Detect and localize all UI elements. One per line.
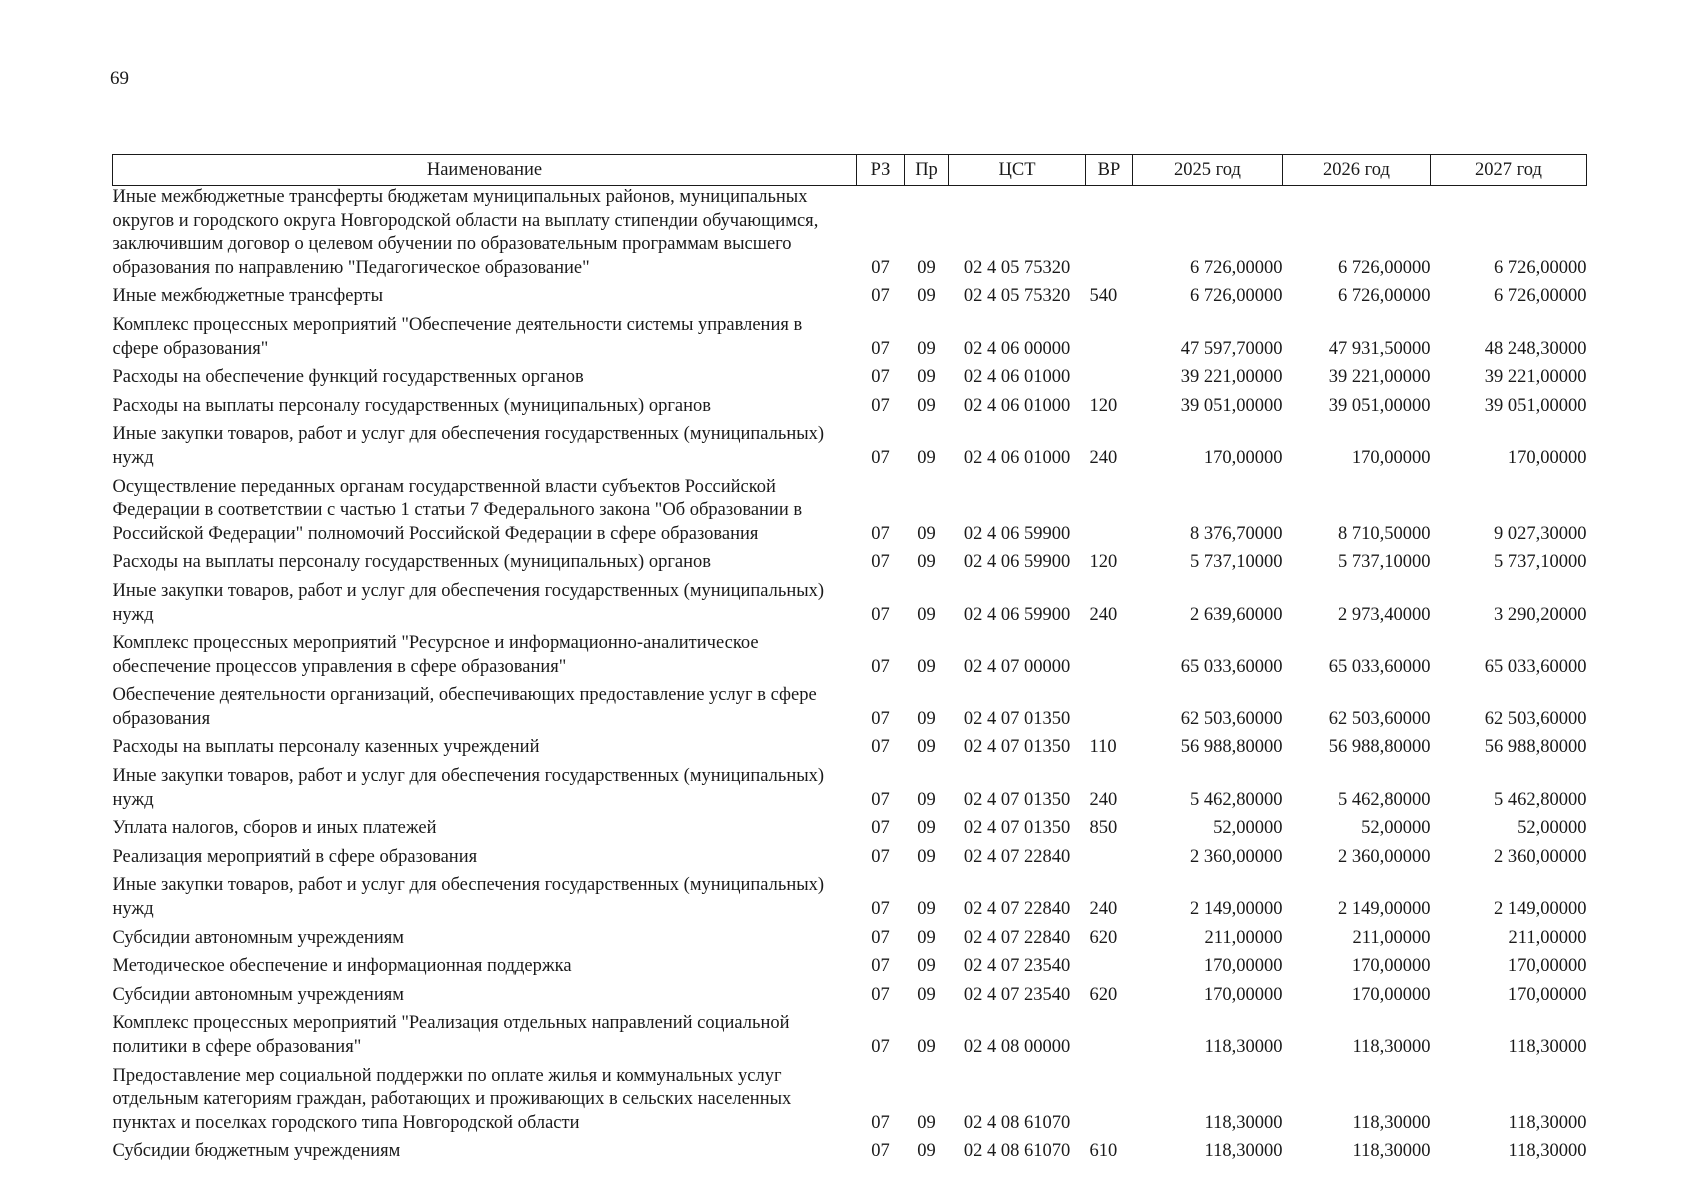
row-value-2026: 211,00000 bbox=[1352, 927, 1431, 948]
row-value-2026: 118,30000 bbox=[1352, 1112, 1431, 1133]
row-name: Осуществление переданных органам государственной власти субъектов Российской Федерации в соответствии с частью 1 статьи 7 Федерального закона "Об образовании в Российской Федерации" полномочий Российской Федерации в сфере образования bbox=[112, 476, 803, 544]
table-row bbox=[113, 736, 1587, 765]
row-pr: 09 bbox=[917, 367, 936, 388]
row-value-2025: 118,30000 bbox=[1204, 1141, 1283, 1162]
table-row bbox=[113, 1140, 1587, 1169]
row-name: Обеспечение деятельности организаций, обеспечивающих предоставление услуг в сфере образования bbox=[112, 685, 817, 729]
row-pr: 09 bbox=[917, 927, 936, 948]
row-name: Комплекс процессных мероприятий "Ресурсное и информационно-аналитическое обеспечение процессов управления в сфере образования" bbox=[112, 633, 759, 677]
row-pr: 09 bbox=[917, 447, 936, 468]
row-rz: 07 bbox=[871, 1037, 890, 1057]
row-pr: 09 bbox=[917, 257, 936, 278]
row-value-2025: 39 221,00000 bbox=[1180, 367, 1283, 388]
row-cst: 02 4 06 01000 bbox=[963, 367, 1071, 388]
row-pr: 09 bbox=[917, 984, 936, 1005]
table-row bbox=[113, 366, 1587, 395]
table-row bbox=[113, 314, 1587, 366]
row-rz: 07 bbox=[871, 789, 890, 810]
row-pr: 09 bbox=[917, 1037, 936, 1057]
row-value-2026: 6 726,00000 bbox=[1338, 257, 1431, 278]
row-value-2027: 170,00000 bbox=[1507, 956, 1587, 977]
budget-table bbox=[112, 154, 1587, 1169]
row-rz: 07 bbox=[871, 447, 890, 468]
row-vr: 120 bbox=[1089, 395, 1118, 416]
row-value-2027: 48 248,30000 bbox=[1484, 338, 1587, 359]
table-row bbox=[113, 186, 1587, 286]
row-rz: 07 bbox=[871, 604, 890, 625]
table-row bbox=[113, 817, 1587, 846]
row-value-2027: 5 462,80000 bbox=[1494, 789, 1587, 810]
row-rz: 07 bbox=[871, 737, 890, 758]
row-value-2025: 5 462,80000 bbox=[1190, 789, 1283, 810]
row-value-2025: 170,00000 bbox=[1203, 984, 1283, 1005]
row-value-2027: 39 221,00000 bbox=[1484, 367, 1587, 388]
row-pr: 09 bbox=[917, 737, 936, 758]
table-row bbox=[113, 551, 1587, 580]
header-vr: ВР bbox=[1086, 155, 1133, 186]
row-value-2025: 6 726,00000 bbox=[1190, 257, 1283, 278]
row-pr: 09 bbox=[917, 338, 936, 359]
row-cst: 02 4 07 01350 bbox=[963, 789, 1071, 810]
row-name: Иные закупки товаров, работ и услуг для обеспечения государственных (муниципальных) нужд bbox=[112, 766, 825, 810]
row-value-2027: 118,30000 bbox=[1508, 1112, 1587, 1133]
row-rz: 07 bbox=[871, 927, 890, 948]
row-value-2026: 118,30000 bbox=[1352, 1141, 1431, 1162]
row-cst: 02 4 06 00000 bbox=[963, 338, 1071, 359]
row-value-2026: 65 033,60000 bbox=[1328, 656, 1431, 677]
row-vr bbox=[1086, 955, 1133, 984]
row-name: Комплекс процессных мероприятий "Обеспечение деятельности системы управления в сфере образования" bbox=[112, 314, 803, 359]
row-cst: 02 4 08 61070 bbox=[963, 1141, 1071, 1162]
table-row bbox=[113, 874, 1587, 926]
row-value-2025: 170,00000 bbox=[1203, 447, 1283, 468]
header-pr: Пр bbox=[905, 155, 949, 186]
row-rz: 07 bbox=[871, 338, 890, 359]
row-value-2026: 47 931,50000 bbox=[1328, 338, 1431, 359]
row-pr: 09 bbox=[917, 899, 936, 920]
row-value-2027: 118,30000 bbox=[1508, 1141, 1587, 1162]
header-cst: ЦСТ bbox=[949, 155, 1086, 186]
row-pr: 09 bbox=[917, 552, 936, 573]
row-cst: 02 4 07 23540 bbox=[963, 984, 1071, 1005]
header-2025: 2025 год bbox=[1133, 155, 1283, 186]
row-vr bbox=[1086, 1065, 1133, 1141]
table-row bbox=[113, 684, 1587, 736]
row-cst: 02 4 07 00000 bbox=[963, 656, 1071, 677]
row-value-2026: 52,00000 bbox=[1361, 818, 1431, 839]
row-value-2025: 6 726,00000 bbox=[1190, 286, 1283, 307]
row-rz: 07 bbox=[871, 395, 890, 416]
row-value-2026: 5 737,10000 bbox=[1338, 552, 1431, 573]
row-value-2027: 118,30000 bbox=[1508, 1037, 1587, 1057]
row-pr: 09 bbox=[917, 789, 936, 810]
row-value-2027: 170,00000 bbox=[1507, 984, 1587, 1005]
row-cst: 02 4 07 01350 bbox=[963, 708, 1071, 729]
row-value-2026: 170,00000 bbox=[1351, 956, 1431, 977]
row-value-2025: 5 737,10000 bbox=[1190, 552, 1283, 573]
row-value-2027: 3 290,20000 bbox=[1494, 604, 1587, 625]
row-rz: 07 bbox=[871, 656, 890, 677]
row-name: Субсидии автономным учреждениям bbox=[112, 984, 404, 1005]
row-cst: 02 4 08 00000 bbox=[963, 1037, 1071, 1057]
table-row bbox=[113, 285, 1587, 314]
row-value-2025: 8 376,70000 bbox=[1190, 523, 1283, 544]
row-value-2026: 170,00000 bbox=[1351, 447, 1431, 468]
row-value-2025: 2 149,00000 bbox=[1190, 899, 1283, 920]
row-value-2026: 8 710,50000 bbox=[1338, 523, 1431, 544]
row-vr: 620 bbox=[1089, 984, 1118, 1005]
row-name: Иные межбюджетные трансферты бюджетам муниципальных районов, муниципальных округов и городского округа Новгородской области на выплату стипендии обучающимся, заключившим договор о целевом обучении по образовательным программам высшего образования по направлению "Педагогическое образование" bbox=[112, 187, 819, 278]
row-value-2025: 118,30000 bbox=[1204, 1037, 1283, 1057]
row-value-2026: 39 221,00000 bbox=[1328, 367, 1431, 388]
row-pr: 09 bbox=[917, 523, 936, 544]
row-pr: 09 bbox=[917, 956, 936, 977]
row-name: Расходы на выплаты персоналу государственных (муниципальных) органов bbox=[112, 552, 712, 573]
row-value-2025: 170,00000 bbox=[1203, 956, 1283, 977]
table-row bbox=[113, 984, 1587, 1013]
header-name: Наименование bbox=[113, 155, 857, 186]
row-value-2026: 2 360,00000 bbox=[1338, 846, 1431, 867]
row-cst: 02 4 07 22840 bbox=[963, 899, 1071, 920]
row-vr: 110 bbox=[1089, 737, 1117, 758]
row-value-2025: 52,00000 bbox=[1213, 818, 1283, 839]
row-vr bbox=[1086, 314, 1133, 366]
table-body bbox=[113, 186, 1587, 1169]
row-value-2027: 211,00000 bbox=[1508, 927, 1587, 948]
row-value-2027: 6 726,00000 bbox=[1494, 257, 1587, 278]
row-name: Иные межбюджетные трансферты bbox=[112, 286, 384, 307]
row-pr: 09 bbox=[917, 1112, 936, 1133]
table-row bbox=[113, 846, 1587, 875]
table-row bbox=[113, 1012, 1587, 1064]
table-row bbox=[113, 765, 1587, 817]
row-vr bbox=[1086, 366, 1133, 395]
row-pr: 09 bbox=[917, 708, 936, 729]
row-value-2025: 211,00000 bbox=[1204, 927, 1283, 948]
row-value-2026: 170,00000 bbox=[1351, 984, 1431, 1005]
row-value-2026: 56 988,80000 bbox=[1328, 737, 1431, 758]
table-row bbox=[113, 927, 1587, 956]
row-value-2027: 62 503,60000 bbox=[1484, 708, 1587, 729]
row-value-2027: 56 988,80000 bbox=[1484, 737, 1587, 758]
row-cst: 02 4 06 59900 bbox=[963, 552, 1071, 573]
row-value-2027: 5 737,10000 bbox=[1494, 552, 1587, 573]
row-vr: 240 bbox=[1089, 447, 1118, 468]
row-rz: 07 bbox=[871, 984, 890, 1005]
row-vr: 120 bbox=[1089, 552, 1118, 573]
row-cst: 02 4 06 59900 bbox=[963, 604, 1071, 625]
row-value-2026: 2 973,40000 bbox=[1338, 604, 1431, 625]
table-row bbox=[113, 395, 1587, 424]
row-rz: 07 bbox=[871, 1141, 890, 1162]
row-pr: 09 bbox=[917, 818, 936, 839]
row-pr: 09 bbox=[917, 395, 936, 416]
table-row bbox=[113, 476, 1587, 552]
row-vr bbox=[1086, 684, 1133, 736]
row-cst: 02 4 07 22840 bbox=[963, 927, 1071, 948]
row-name: Методическое обеспечение и информационная поддержка bbox=[112, 956, 572, 977]
row-rz: 07 bbox=[871, 286, 890, 307]
row-vr: 240 bbox=[1089, 789, 1118, 810]
row-vr bbox=[1086, 186, 1133, 286]
row-pr: 09 bbox=[917, 656, 936, 677]
row-rz: 07 bbox=[871, 552, 890, 573]
row-value-2027: 2 360,00000 bbox=[1494, 846, 1587, 867]
row-name: Иные закупки товаров, работ и услуг для обеспечения государственных (муниципальных) нужд bbox=[112, 875, 825, 920]
row-rz: 07 bbox=[871, 257, 890, 278]
row-value-2025: 118,30000 bbox=[1204, 1112, 1283, 1133]
row-cst: 02 4 06 01000 bbox=[963, 395, 1071, 416]
row-vr bbox=[1086, 632, 1133, 684]
row-name: Расходы на обеспечение функций государственных органов bbox=[112, 367, 584, 388]
row-value-2025: 56 988,80000 bbox=[1180, 737, 1283, 758]
row-value-2026: 62 503,60000 bbox=[1328, 708, 1431, 729]
row-name: Расходы на выплаты персоналу государственных (муниципальных) органов bbox=[112, 395, 712, 416]
row-rz: 07 bbox=[871, 846, 890, 867]
table-row bbox=[113, 580, 1587, 632]
row-value-2027: 6 726,00000 bbox=[1494, 286, 1587, 307]
header-row bbox=[113, 155, 1587, 186]
header-2026: 2026 год bbox=[1283, 155, 1431, 186]
row-pr: 09 bbox=[917, 286, 936, 307]
row-rz: 07 bbox=[871, 708, 890, 729]
row-name: Реализация мероприятий в сфере образования bbox=[112, 846, 478, 867]
row-vr bbox=[1086, 476, 1133, 552]
row-vr: 540 bbox=[1089, 286, 1118, 307]
row-rz: 07 bbox=[871, 1112, 890, 1133]
row-rz: 07 bbox=[871, 367, 890, 388]
row-vr bbox=[1086, 1012, 1133, 1064]
row-vr: 610 bbox=[1089, 1141, 1118, 1162]
row-pr: 09 bbox=[917, 604, 936, 625]
row-value-2026: 118,30000 bbox=[1352, 1037, 1431, 1057]
row-rz: 07 bbox=[871, 523, 890, 544]
row-cst: 02 4 06 59900 bbox=[963, 523, 1071, 544]
header-rz: РЗ bbox=[857, 155, 905, 186]
page-number: 69 bbox=[110, 68, 129, 89]
table-header bbox=[113, 155, 1587, 186]
row-rz: 07 bbox=[871, 818, 890, 839]
row-value-2027: 52,00000 bbox=[1517, 818, 1587, 839]
row-cst: 02 4 08 61070 bbox=[963, 1112, 1071, 1133]
row-cst: 02 4 07 01350 bbox=[963, 737, 1071, 758]
row-cst: 02 4 05 75320 bbox=[963, 286, 1071, 307]
row-value-2027: 2 149,00000 bbox=[1494, 899, 1587, 920]
row-value-2025: 2 639,60000 bbox=[1190, 604, 1283, 625]
row-value-2027: 9 027,30000 bbox=[1494, 523, 1587, 544]
row-cst: 02 4 07 01350 bbox=[963, 818, 1071, 839]
row-value-2027: 170,00000 bbox=[1507, 447, 1587, 468]
row-cst: 02 4 06 01000 bbox=[963, 447, 1071, 468]
row-pr: 09 bbox=[917, 846, 936, 867]
row-vr: 240 bbox=[1089, 899, 1118, 920]
row-cst: 02 4 05 75320 bbox=[963, 257, 1071, 278]
row-cst: 02 4 07 23540 bbox=[963, 956, 1071, 977]
row-value-2027: 39 051,00000 bbox=[1484, 395, 1587, 416]
row-value-2026: 2 149,00000 bbox=[1338, 899, 1431, 920]
row-vr: 240 bbox=[1089, 604, 1118, 625]
row-rz: 07 bbox=[871, 956, 890, 977]
row-value-2026: 39 051,00000 bbox=[1328, 395, 1431, 416]
row-rz: 07 bbox=[871, 899, 890, 920]
row-pr: 09 bbox=[917, 1141, 936, 1162]
table-row bbox=[113, 423, 1587, 475]
row-value-2025: 39 051,00000 bbox=[1180, 395, 1283, 416]
row-vr: 620 bbox=[1089, 927, 1118, 948]
header-2027: 2027 год bbox=[1431, 155, 1587, 186]
row-value-2025: 2 360,00000 bbox=[1190, 846, 1283, 867]
table-row bbox=[113, 1065, 1587, 1141]
row-name: Иные закупки товаров, работ и услуг для обеспечения государственных (муниципальных) нужд bbox=[112, 424, 825, 468]
row-name: Иные закупки товаров, работ и услуг для обеспечения государственных (муниципальных) нужд bbox=[112, 580, 825, 625]
row-value-2025: 47 597,70000 bbox=[1180, 338, 1283, 359]
row-vr bbox=[1086, 846, 1133, 875]
table-row bbox=[113, 955, 1587, 984]
row-value-2026: 5 462,80000 bbox=[1338, 789, 1431, 810]
row-name: Уплата налогов, сборов и иных платежей bbox=[112, 818, 437, 839]
row-name: Субсидии бюджетным учреждениям bbox=[112, 1141, 401, 1162]
table-row bbox=[113, 632, 1587, 684]
row-value-2025: 62 503,60000 bbox=[1180, 708, 1283, 729]
row-vr: 850 bbox=[1089, 818, 1118, 839]
row-name: Субсидии автономным учреждениям bbox=[112, 927, 404, 948]
row-name: Комплекс процессных мероприятий "Реализация отдельных направлений социальной политики в сфере образования" bbox=[112, 1013, 790, 1057]
row-name: Предоставление мер социальной поддержки по оплате жилья и коммунальных услуг отдельным категориям граждан, работающих и проживающих в сельских населенных пунктах и поселках городского типа Новгородской области bbox=[112, 1065, 792, 1133]
row-value-2025: 65 033,60000 bbox=[1180, 656, 1283, 677]
row-name: Расходы на выплаты персоналу казенных учреждений bbox=[112, 737, 540, 758]
row-cst: 02 4 07 22840 bbox=[963, 846, 1071, 867]
row-value-2026: 6 726,00000 bbox=[1338, 286, 1431, 307]
row-value-2027: 65 033,60000 bbox=[1484, 656, 1587, 677]
